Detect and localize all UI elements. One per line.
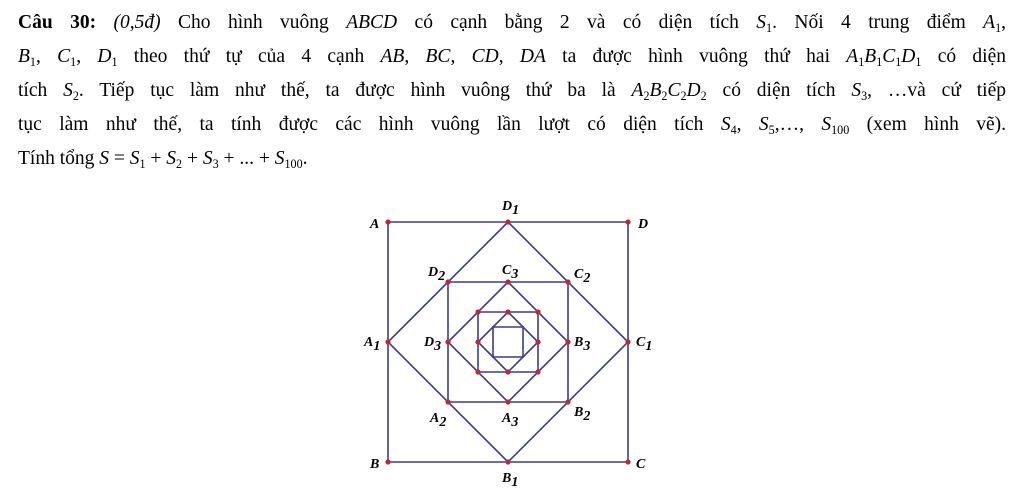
math-symbol: $S_{100}$: [821, 114, 850, 138]
text-run: ,: [498, 46, 520, 67]
square-5: [478, 312, 538, 372]
math-symbol: $B_1$: [18, 46, 36, 70]
math-symbol: $A_1$: [983, 12, 1002, 36]
text-run: ,: [76, 46, 98, 67]
point-label-c2: C2: [574, 267, 591, 286]
math-symbol: S: [99, 148, 109, 169]
point-d: [625, 219, 630, 224]
problem-line-3: [18, 74, 1006, 108]
math-symbol: $D_1$: [901, 46, 922, 70]
point-square4-1: [475, 309, 480, 314]
math-symbol: ABCD: [346, 12, 398, 33]
text-run: ,: [1001, 12, 1007, 33]
text-run: có diện: [921, 46, 1007, 67]
math-symbol: $D_2$: [686, 80, 707, 104]
point-label-a: A: [370, 217, 380, 232]
text-run: ,…,: [774, 114, 822, 135]
point-label-a3: A3: [502, 411, 519, 430]
point-a1: [385, 339, 390, 344]
point-b3: [565, 339, 570, 344]
point-label-d3: D3: [424, 335, 442, 354]
problem-line-4: [18, 108, 1006, 142]
text-run: theo thứ tự của 4 cạnh: [117, 46, 381, 67]
point-square4-2: [535, 309, 540, 314]
point-a: [385, 219, 390, 224]
point-d3: [445, 339, 450, 344]
math-symbol: $S_2$: [63, 80, 79, 104]
math-symbol: DA: [519, 46, 546, 67]
point-square4-3: [535, 369, 540, 374]
math-symbol: $S_1$: [129, 148, 146, 172]
point-b2: [565, 399, 570, 404]
math-symbol: $S_{100}$: [274, 148, 303, 172]
nested-squares-figure: [358, 192, 658, 488]
nested-squares-diagram: [358, 192, 658, 488]
math-symbol: $S_4$: [720, 114, 737, 138]
text-run: . Tiếp tục làm như thế, ta được hình vuông thứ ba là: [78, 80, 632, 101]
text-run: ,: [35, 46, 58, 67]
text-run: tích: [18, 80, 64, 101]
point-d2: [445, 279, 450, 284]
point-label-a1: A1: [364, 335, 381, 354]
math-symbol: $A_1$: [846, 46, 865, 70]
problem-statement: [18, 6, 1006, 176]
problem-line-1: [18, 6, 1006, 40]
math-symbol: $C_1$: [882, 46, 902, 70]
point-label-b2: B2: [574, 405, 591, 424]
point-label-d2: D2: [428, 265, 446, 284]
problem-line-5: [18, 142, 1006, 176]
text-run: + ... +: [218, 148, 275, 169]
text-run: ,: [450, 46, 472, 67]
text-run: =: [109, 148, 130, 169]
text-run: ,: [404, 46, 426, 67]
math-symbol: $D_1$: [97, 46, 118, 70]
text-run: +: [182, 148, 203, 169]
point-label-b: B: [370, 457, 380, 472]
math-symbol: $C_2$: [667, 80, 687, 104]
math-symbol: $S_3$: [202, 148, 219, 172]
question-points: (0,5đ): [113, 12, 161, 33]
square-a3b3c3d3: [448, 282, 568, 402]
point-label-d1: D1: [502, 199, 520, 218]
square-6: [493, 327, 523, 357]
point-label-c: C: [636, 457, 646, 472]
math-symbol: $S_1$: [756, 12, 773, 36]
problem-line-2: [18, 40, 1006, 74]
point-label-c1: C1: [636, 335, 653, 354]
text-run: ta được hình vuông thứ hai: [545, 46, 847, 67]
text-run: có diện tích: [706, 80, 852, 101]
point-label-b1: B1: [502, 471, 519, 488]
point-a2: [445, 399, 450, 404]
math-symbol: $S_5$: [758, 114, 775, 138]
math-symbol: CD: [471, 46, 499, 67]
text-run: tục làm như thế, ta tính được các hình vuông lần lượt có diện tích: [18, 114, 721, 135]
point-label-b3: B3: [574, 335, 591, 354]
math-symbol: $C_1$: [57, 46, 77, 70]
text-run: (xem hình vẽ).: [849, 114, 1007, 135]
text-run: ,: [736, 114, 759, 135]
math-symbol: AB: [380, 46, 405, 67]
point-b1: [505, 459, 510, 464]
point-label-c3: C3: [502, 263, 519, 282]
point-c3: [505, 279, 510, 284]
text-run: Cho hình vuông: [160, 12, 347, 33]
point-b: [385, 459, 390, 464]
point-label-d: D: [638, 217, 649, 232]
point-a3: [505, 399, 510, 404]
square-a2b2c2d2: [448, 282, 568, 402]
point-square5-1: [505, 309, 510, 314]
point-c: [625, 459, 630, 464]
point-square5-2: [535, 339, 540, 344]
text-run: , …và cứ tiếp: [867, 80, 1006, 101]
math-symbol: BC: [425, 46, 451, 67]
text-run: Tính tổng: [18, 148, 100, 169]
text-run: . Nối 4 trung điểm: [772, 12, 984, 33]
text-run: +: [145, 148, 167, 169]
point-square4-4: [475, 369, 480, 374]
point-c1: [625, 339, 630, 344]
math-symbol: $B_2$: [649, 80, 668, 104]
point-label-a2: A2: [430, 411, 447, 430]
text-run: .: [302, 148, 308, 169]
math-symbol: $A_2$: [631, 80, 650, 104]
point-c2: [565, 279, 570, 284]
point-square5-4: [475, 339, 480, 344]
text-run: có cạnh bằng 2 và có diện tích: [397, 12, 757, 33]
math-symbol: $S_2$: [166, 148, 183, 172]
math-symbol: $S_3$: [851, 80, 868, 104]
square-4: [478, 312, 538, 372]
math-symbol: $B_1$: [864, 46, 883, 70]
point-square5-3: [505, 369, 510, 374]
question-label: Câu 30:: [18, 12, 97, 33]
point-d1: [505, 219, 510, 224]
